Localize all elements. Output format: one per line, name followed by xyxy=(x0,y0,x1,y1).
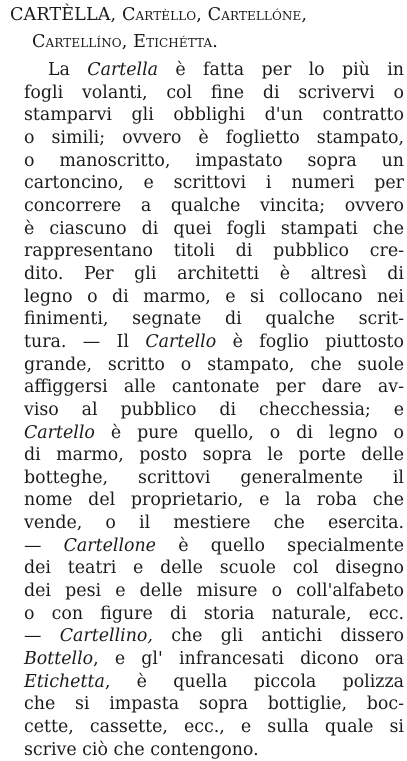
text-line xyxy=(24,603,404,626)
italic-term: Cartello xyxy=(24,422,95,443)
text-line xyxy=(24,739,404,761)
italic-term: Cartello xyxy=(145,331,217,352)
text-line xyxy=(24,218,404,241)
text-run: La xyxy=(48,60,88,80)
text-line xyxy=(24,467,404,490)
text-run: di marmo, posto sopra le porte delle xyxy=(24,445,404,466)
text-line xyxy=(24,580,404,603)
text-line xyxy=(24,82,404,105)
text-run: è foglio piuttosto xyxy=(216,331,404,352)
text-run: , è quella piccola polizza xyxy=(104,671,404,692)
text-line xyxy=(24,127,404,150)
text-run: , e gl' infrancesati dicono ora xyxy=(93,649,404,670)
text-run: o simili; ovvero è foglietto stampato, xyxy=(24,127,404,148)
entry-body xyxy=(24,59,404,761)
text-line xyxy=(24,625,404,648)
text-line xyxy=(24,331,404,354)
text-line xyxy=(24,104,404,127)
text-line xyxy=(24,263,404,286)
text-run: è pure quello, o di legno o xyxy=(94,422,404,443)
text-run: legno o di marmo, e si collocano nei xyxy=(24,286,404,307)
text-run: fogli volanti, col fine di scrivervi o xyxy=(24,82,404,103)
text-line xyxy=(24,308,404,331)
text-line xyxy=(24,693,404,716)
text-run: è quello specialmente xyxy=(155,535,405,556)
italic-term: Etichetta xyxy=(24,671,105,692)
text-run: nome del proprietario, e la roba che xyxy=(24,490,404,511)
headword-cartello: Cartèllo, xyxy=(121,5,202,25)
text-run: tura. — Il xyxy=(24,331,146,352)
heading-line-1 xyxy=(10,2,402,29)
text-run: che si impasta sopra bottiglie, boc- xyxy=(24,694,404,715)
text-run: viso al pubblico di checchessia; e xyxy=(24,399,404,420)
text-run: stamparvi gli obblighi d'un contratto xyxy=(24,105,404,126)
text-line xyxy=(24,286,404,309)
text-line xyxy=(24,399,404,422)
text-run: o manoscritto, impastato sopra un xyxy=(24,150,404,171)
text-run: — xyxy=(24,626,60,647)
text-run: dei pesi e delle misure o coll'alfabeto xyxy=(24,581,404,602)
text-line xyxy=(24,422,404,445)
text-line xyxy=(24,489,404,512)
italic-term: Bottello xyxy=(24,649,94,670)
text-line xyxy=(24,172,404,195)
text-line xyxy=(24,557,404,580)
heading-line-2 xyxy=(10,29,402,56)
text-line xyxy=(24,376,404,399)
text-run: — xyxy=(24,535,64,556)
text-run: o con figure di storia naturale, ecc. xyxy=(24,603,404,624)
text-run: è fatta per lo più in xyxy=(158,60,404,80)
italic-term: Cartellone xyxy=(63,535,156,556)
text-run: rappresentano titoli di pubblico cre- xyxy=(24,241,404,262)
italic-term: Cartella xyxy=(87,60,159,80)
text-run: vende, o il mestiere che esercita. xyxy=(24,513,404,534)
text-run: che gli antichi dissero xyxy=(152,626,404,647)
text-line xyxy=(24,671,404,694)
text-line xyxy=(24,150,404,173)
headword-etichetta: Etichétta. xyxy=(133,32,218,52)
headword-cartellone: Cartellóne, xyxy=(207,5,308,25)
text-line xyxy=(24,512,404,535)
text-run: dito. Per gli architetti è altresì di xyxy=(24,263,404,284)
text-line xyxy=(24,59,404,82)
text-line xyxy=(24,195,404,218)
text-run: dei teatri e delle scuole col disegno xyxy=(24,558,404,579)
text-run: botteghe, scrittovi generalmente il xyxy=(24,467,404,488)
text-run: è ciascuno di quei fogli stampati che xyxy=(24,218,404,239)
text-line xyxy=(24,444,404,467)
text-run: scrive ciò che contengono. xyxy=(24,739,259,760)
italic-term: Cartellino, xyxy=(59,626,153,647)
text-line xyxy=(24,648,404,671)
text-line xyxy=(24,716,404,739)
text-run: cette, cassette, ecc., e sulla quale si xyxy=(24,717,404,738)
text-run: concorrere a qualche vincita; ovvero xyxy=(24,195,404,216)
text-line xyxy=(24,240,404,263)
text-run: affiggersi alle cantonate per dare av- xyxy=(24,377,404,398)
headword-cartellino: Cartellíno, xyxy=(32,32,128,52)
entry-heading xyxy=(10,2,402,56)
text-run: finimenti, segnate di qualche scrit- xyxy=(24,309,404,330)
text-run: grande, scritto o stampato, che suole xyxy=(24,354,404,375)
text-line xyxy=(24,535,404,558)
headword-cartella: CARTÈLLA, xyxy=(10,5,117,25)
text-run: cartoncino, e scrittovi i numeri per xyxy=(24,173,404,194)
text-line xyxy=(24,354,404,377)
